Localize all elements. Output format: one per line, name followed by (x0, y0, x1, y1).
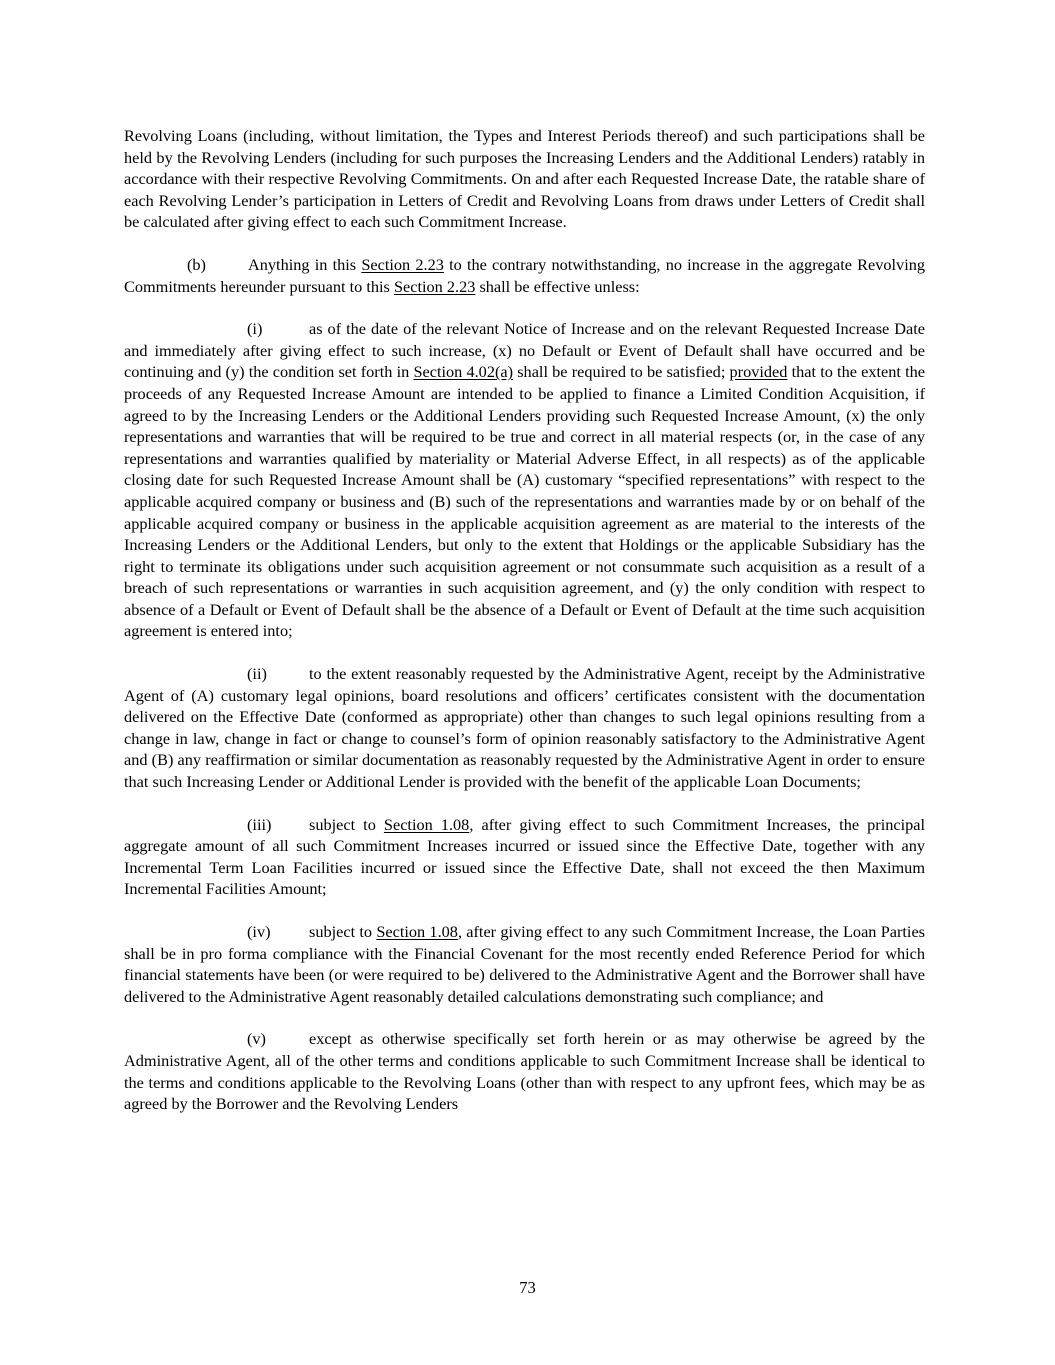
paragraph-continuation (124, 125, 925, 233)
clause-ii (124, 663, 925, 793)
clause-iii (124, 814, 925, 900)
clause-text: shall be effective unless: (475, 276, 640, 296)
paragraph-text: Revolving Loans (including, without limitation, the Types and Interest Periods thereof) and such participations shall be held by the Revolving Lenders (including for such purposes the Increasing Lenders and the Additional Lenders) ratably in accordance with their respective Revolving Commitments. On and after each Requested Increase Date, the ratable share of each Revolving Lender’s participation in Letters of Credit and Revolving Loans from draws under Letters of Credit shall be calculated after giving effect to each such Commitment Increase. (124, 126, 925, 232)
section-reference: Section 1.08 (376, 922, 458, 941)
clause-text: as of the date of the relevant Notice of Increase and on the relevant Requested Increase Date and immediately after giving effect to such increase, (x) no Default or Event of Default shall have occurred and be continuing and (y) the condition set forth in (124, 319, 925, 382)
clause-label: (v) (247, 1029, 266, 1049)
clause-text: , after giving effect to such Commitment Increases, the principal aggregate amount of all such Commitment Increases incurred or issued since the Effective Date, together with any Incremental Term Loan Facilities incurred or issued since the Effective Date, shall not exceed the then Maximum Incremental Facilities Amount; (124, 814, 926, 899)
clause-text: shall be required to be satisfied; (513, 362, 730, 382)
clause-text: , after giving effect to any such Commitment Increase, the Loan Parties shall be in pro forma compliance with the Financial Covenant for the most recently ended Reference Period for which financial statements have been (or were required to be) delivered to the Administrative Agent and the Borrower shall have delivered to the Administrative Agent reasonably detailed calculations demonstrating such compliance; and (124, 922, 926, 1006)
section-reference: Section 2.23 (393, 276, 476, 296)
section-reference: Section 2.23 (361, 254, 444, 274)
clause-iv (124, 921, 925, 1007)
clause-i (124, 318, 925, 642)
clause-label: (ii) (247, 664, 267, 684)
clause-b (124, 254, 925, 297)
clause-text: except as otherwise specifically set forth herein or as may otherwise be agreed by the Administrative Agent, all of the other terms and conditions applicable to such Commitment Increase shall be identical to the terms and conditions applicable to the Revolving Loans (other than with respect to any upfront fees, which may be as agreed by the Borrower and the Revolving Lenders (124, 1029, 925, 1114)
clause-label: (i) (247, 319, 263, 339)
page-number: 73 (519, 1278, 536, 1297)
clause-text: subject to (309, 922, 377, 941)
document-page (124, 125, 925, 1115)
clause-label: (b) (187, 254, 206, 274)
clause-text: to the contrary notwithstanding, no increase in the aggregate Revolving Commitments hereunder pursuant to this (124, 254, 925, 296)
clause-text: subject to (309, 814, 384, 834)
clause-v (124, 1028, 925, 1114)
clause-label: (iv) (247, 922, 271, 941)
clause-text: that to the extent the proceeds of any Requested Increase Amount are intended to be applied to finance a Limited Condition Acquisition, if agreed to by the Increasing Lenders or the Additional Lenders providing such Requested Increase Amount, (x) the only representations and warranties that will be required to be true and correct in all material respects (or, in the case of any representations and warranties qualified by materiality or Material Adverse Effect, in all respects) as of the applicable closing date for such Requested Increase Amount shall be (A) customary “specified representations” with respect to the applicable acquired company or business and (B) such of the representations and warranties made by or on behalf of the applicable acquired company or business in the applicable acquisition agreement as are material to the interests of the Increasing Lenders or the Additional Lenders, but only to the extent that Holdings or the applicable Subsidiary has the right to terminate its obligations under such acquisition agreement or not consummate such acquisition as a result of a breach of such representations or warranties in such acquisition agreement, and (y) the only condition with respect to absence of a Default or Event of Default shall be the absence of a Default or Event of Default at the time such acquisition agreement is entered into; (124, 362, 925, 641)
section-reference: Section 1.08 (383, 814, 470, 834)
defined-term: provided (729, 362, 788, 382)
section-reference: Section 4.02(a) (413, 362, 514, 382)
clause-text: Anything in this (248, 254, 362, 274)
clause-text: to the extent reasonably requested by the Administrative Agent, receipt by the Administrative Agent of (A) customary legal opinions, board resolutions and officers’ certificates consistent with the documentation delivered on the Effective Date (conformed as appropriate) other than changes to such legal opinions resulting from a change in law, change in fact or change to counsel’s form of opinion reasonably satisfactory to the Administrative Agent and (B) any reaffirmation or similar documentation as reasonably requested by the Administrative Agent in order to ensure that such Increasing Lender or Additional Lender is provided with the benefit of the applicable Loan Documents; (124, 664, 925, 792)
clause-label: (iii) (247, 814, 272, 834)
